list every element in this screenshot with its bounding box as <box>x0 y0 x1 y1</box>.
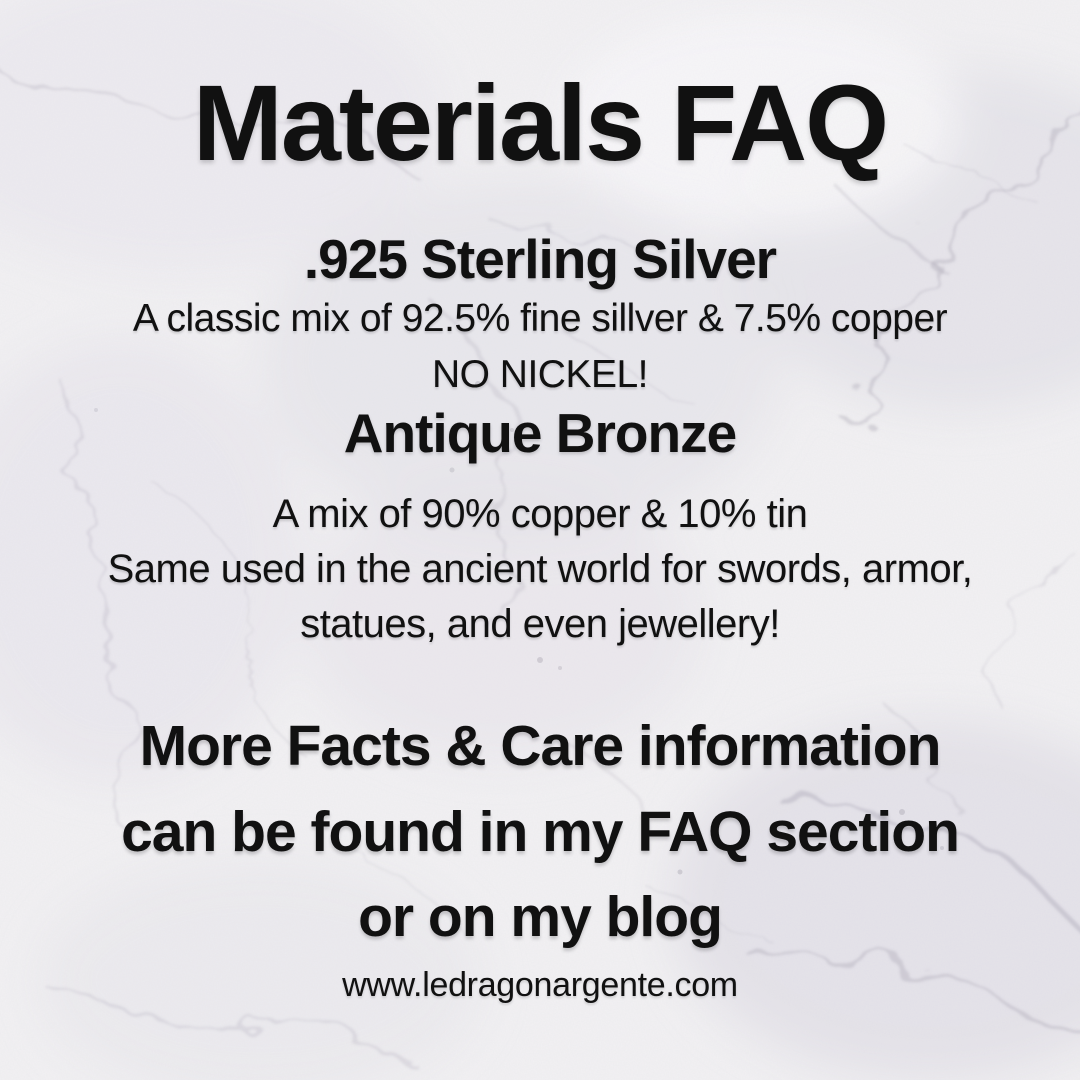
more-info-line-1: More Facts & Care information <box>139 714 941 778</box>
page-title: Materials FAQ <box>192 62 888 183</box>
sterling-silver-no-nickel-note: NO NICKEL! <box>431 353 649 396</box>
section-heading-sterling-silver: .925 Sterling Silver <box>303 228 777 290</box>
antique-bronze-history-line-1: Same used in the ancient world for swords, armor, <box>107 547 973 591</box>
sterling-silver-description: A classic mix of 92.5% fine sillver & 7.5% copper <box>132 297 948 340</box>
more-info-note <box>0 704 1080 961</box>
more-info-line-3: or on my blog <box>358 885 722 949</box>
antique-bronze-history-line-2: statues, and even jewellery! <box>300 602 780 646</box>
website-url: www.ledragonargente.com <box>342 966 738 1004</box>
section-heading-antique-bronze: Antique Bronze <box>343 402 737 464</box>
antique-bronze-composition: A mix of 90% copper & 10% tin <box>272 492 808 536</box>
more-info-line-2: can be found in my FAQ section <box>121 799 959 864</box>
